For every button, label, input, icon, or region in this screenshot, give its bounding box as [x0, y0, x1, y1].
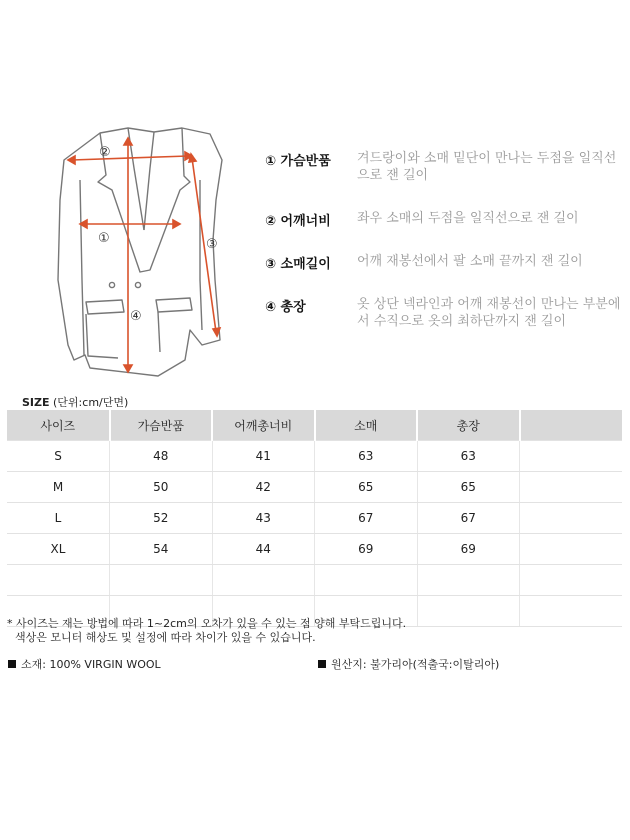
square-bullet-icon	[318, 660, 326, 668]
table-cell	[520, 472, 623, 503]
table-cell	[520, 503, 623, 534]
table-cell: 63	[417, 441, 520, 472]
table-cell: L	[7, 503, 110, 534]
size-unit: (단위:cm/단면)	[53, 396, 129, 409]
marker-2: ②	[99, 145, 111, 160]
table-cell	[417, 565, 520, 596]
table-cell: 65	[417, 472, 520, 503]
legend-item-length	[265, 296, 625, 330]
table-cell: 52	[110, 503, 213, 534]
legend-item-shoulder	[265, 210, 625, 229]
legend-desc: 겨드랑이와 소매 밑단이 만나는 두점을 일직선으로 잰 길이	[357, 151, 617, 183]
table-row	[7, 503, 622, 534]
material-label: 소재:	[21, 658, 46, 671]
marker-3: ③	[206, 237, 218, 252]
table-cell	[315, 565, 418, 596]
legend-desc: 어깨 재봉선에서 팔 소매 끝까지 잰 길이	[357, 254, 583, 269]
column-header	[520, 410, 623, 441]
table-cell: XL	[7, 534, 110, 565]
note-line-1: * 사이즈는 재는 방법에 따라 1~2cm의 오차가 있을 수 있는 점 양해 부탁드립니다.	[7, 617, 407, 630]
table-cell: 50	[110, 472, 213, 503]
table-cell: 48	[110, 441, 213, 472]
legend-desc: 옷 상단 넥라인과 어깨 재봉선이 만나는 부분에서 수직으로 옷의 최하단까지 잰 길이	[357, 297, 621, 329]
legend-number: ①	[265, 154, 277, 169]
table-cell	[520, 441, 623, 472]
origin-value: 불가리아(적출국:이탈리아)	[370, 658, 500, 671]
jacket-outline	[58, 128, 222, 376]
legend-item-chest	[265, 150, 625, 184]
table-cell: 43	[212, 503, 315, 534]
legend-term: 가슴반품	[280, 154, 331, 169]
size-table	[7, 410, 622, 627]
table-header-row	[7, 410, 622, 441]
table-cell: 65	[315, 472, 418, 503]
legend-term: 어깨너비	[280, 214, 331, 229]
square-bullet-icon	[8, 660, 16, 668]
legend-number: ③	[265, 257, 277, 272]
table-cell	[520, 596, 623, 627]
size-label	[22, 394, 128, 410]
material-value: 100% VIRGIN WOOL	[49, 657, 161, 671]
table-cell: 54	[110, 534, 213, 565]
legend-desc: 좌우 소매의 두점을 일직선으로 잰 길이	[357, 211, 579, 226]
table-cell	[520, 534, 623, 565]
table-cell	[110, 565, 213, 596]
column-header: 어깨총너비	[212, 410, 315, 441]
table-cell	[417, 596, 520, 627]
origin-label: 원산지:	[331, 658, 367, 671]
column-header: 소매	[315, 410, 418, 441]
legend-item-sleeve	[265, 253, 625, 272]
table-cell: 69	[315, 534, 418, 565]
table-cell: S	[7, 441, 110, 472]
material-info	[8, 656, 161, 672]
legend-term: 소매길이	[280, 257, 331, 272]
table-cell: 67	[315, 503, 418, 534]
table-cell: 44	[212, 534, 315, 565]
table-cell: M	[7, 472, 110, 503]
size-notes	[7, 617, 406, 645]
origin-info	[318, 656, 499, 672]
table-cell	[7, 565, 110, 596]
table-cell	[212, 565, 315, 596]
table-row	[7, 565, 622, 596]
table-cell: 69	[417, 534, 520, 565]
legend-term: 총장	[280, 300, 306, 315]
table-cell: 67	[417, 503, 520, 534]
table-cell: 63	[315, 441, 418, 472]
marker-4: ④	[130, 309, 142, 324]
table-cell	[520, 565, 623, 596]
marker-1: ①	[98, 231, 110, 246]
size-title: SIZE	[22, 396, 50, 409]
table-cell: 42	[212, 472, 315, 503]
column-header: 가슴반품	[110, 410, 213, 441]
table-cell: 41	[212, 441, 315, 472]
column-header: 사이즈	[7, 410, 110, 441]
jacket-measurement-diagram	[50, 120, 250, 390]
measurement-legend	[265, 150, 625, 354]
note-line-2: 색상은 모니터 해상도 및 설정에 따라 차이가 있을 수 있습니다.	[15, 631, 316, 644]
table-row	[7, 472, 622, 503]
legend-number: ④	[265, 300, 277, 315]
legend-number: ②	[265, 214, 277, 229]
column-header: 총장	[417, 410, 520, 441]
table-row	[7, 534, 622, 565]
table-row	[7, 441, 622, 472]
